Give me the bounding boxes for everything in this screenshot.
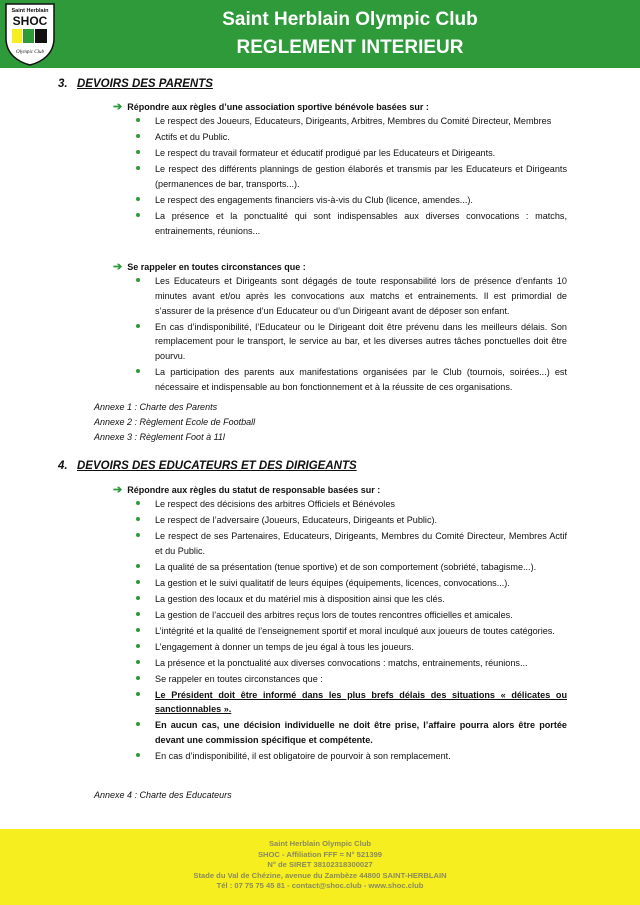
bullet-icon xyxy=(136,134,140,138)
bullet-icon xyxy=(136,278,140,282)
bullet-icon xyxy=(136,213,140,217)
group-heading-text: Répondre aux règles du statut de responsable basées sur : xyxy=(127,485,381,495)
bullet-icon xyxy=(136,628,140,632)
bullet-icon xyxy=(136,612,140,616)
footer-affiliation: SHOC - Affiliation FFF = N° 521399 xyxy=(257,849,383,859)
list-item: Le Président doit être informé dans les plus brefs délais des situations « délicates ou sanctionnables ». xyxy=(0,688,567,718)
section-4-number: 4. xyxy=(58,460,68,472)
svg-text:Saint Herblain: Saint Herblain xyxy=(11,8,49,14)
list-item: La gestion et le suivi qualitatif de leurs équipes (équipements, licences, convocations...). xyxy=(0,576,567,591)
section-3-annex-1: Annexe 1 : Charte des Parents xyxy=(94,402,218,412)
footer-address: Stade du Val de Chézine, avenue du Zambèze 44800 SAINT-HERBLAIN xyxy=(193,870,447,880)
club-name: Saint Herblain Olympic Club xyxy=(222,9,478,30)
section-3-group-1-heading xyxy=(113,100,429,113)
list-item: La participation des parents aux manifestations organisées par le Club (tournois, soirées...) est nécessaire et indispensable au bon fonctionnement et à la réussite de ces organisations. xyxy=(0,365,567,395)
bullet-icon xyxy=(136,676,140,680)
list-item: Actifs et du Public. xyxy=(0,130,567,145)
list-item: La qualité de sa présentation (tenue sportive) et de son comportement (sobriété, tabagisme...). xyxy=(0,560,567,575)
section-3-annex-3: Annexe 3 : Règlement Foot à 11l xyxy=(94,432,225,442)
section-4-group-1-heading xyxy=(113,483,380,496)
list-item: La gestion des locaux et du matériel mis à disposition ainsi que les clés. xyxy=(0,592,567,607)
section-3-group-1-list xyxy=(0,114,567,240)
list-item: Se rappeler en toutes circonstances que : xyxy=(0,672,567,687)
list-item: La présence et la ponctualité aux diverses convocations : matchs, entrainements, réunions... xyxy=(0,656,567,671)
bullet-icon xyxy=(136,596,140,600)
footer-club-name: Saint Herblain Olympic Club xyxy=(268,839,372,848)
club-logo-icon xyxy=(4,2,56,66)
bullet-icon xyxy=(136,660,140,664)
section-3-number: 3. xyxy=(58,78,68,90)
section-3-heading: DEVOIRS DES PARENTS xyxy=(77,78,213,90)
section-3-group-2-list xyxy=(0,274,567,396)
footer-contact xyxy=(0,839,640,892)
list-item: En cas d’indisponibilité, l’Educateur ou le Dirigeant doit être prévenu dans les meilleurs délais. Son remplacement pour le transport, le service au bar, et les diverses autres tâches ponctuelles doit être pourvu. xyxy=(0,320,567,364)
bullet-icon xyxy=(136,580,140,584)
bullet-icon xyxy=(136,533,140,537)
section-3-group-2-heading xyxy=(113,260,306,273)
list-item: La gestion de l’accueil des arbitres reçus lors de toutes rencontres officielles et amicales. xyxy=(0,608,567,623)
section-4-annex-4: Annexe 4 : Charte des Educateurs xyxy=(94,790,232,800)
footer-contact-line: Tél : 07 75 75 45 81 - contact@shoc.club - www.shoc.club xyxy=(216,881,424,891)
bullet-icon xyxy=(136,118,140,122)
group-heading-text: Répondre aux règles d’une association sportive bénévole basées sur : xyxy=(127,102,429,112)
bullet-icon xyxy=(136,324,140,328)
section-4-group-1-list xyxy=(0,497,567,765)
list-item: En aucun cas, une décision individuelle ne doit être prise, l’affaire pourra alors être portée devant une commission spécifique et compétente. xyxy=(0,718,567,748)
svg-text:Olympic Club: Olympic Club xyxy=(16,50,44,55)
list-item: En cas d’indisponibilité, il est obligatoire de pourvoir à son remplacement. xyxy=(0,749,567,764)
section-3-annex-2: Annexe 2 : Règlement Ecole de Football xyxy=(94,417,256,427)
svg-text:SHOC: SHOC xyxy=(12,14,48,28)
section-3-title xyxy=(58,78,213,90)
page-footer xyxy=(0,829,640,905)
section-4-title xyxy=(58,460,357,472)
bullet-icon xyxy=(136,722,140,726)
arrow-right-icon: ➔ xyxy=(113,484,123,496)
list-item: Le respect de ses Partenaires, Educateurs, Dirigeants, Membres du Comité Directeur, Membres Actif et du Public. xyxy=(0,529,567,559)
bullet-icon xyxy=(136,753,140,757)
footer-siret: N° de SIRET 38102318300027 xyxy=(267,860,373,870)
bullet-icon xyxy=(136,644,140,648)
list-item: L’engagement à donner un temps de jeu égal à tous les joueurs. xyxy=(0,640,567,655)
bullet-icon xyxy=(136,501,140,505)
bullet-icon xyxy=(136,564,140,568)
arrow-right-icon: ➔ xyxy=(113,101,123,113)
arrow-right-icon: ➔ xyxy=(113,261,123,273)
document-title: REGLEMENT INTERIEUR xyxy=(236,37,464,58)
list-item: Le respect des Joueurs, Educateurs, Dirigeants, Arbitres, Membres du Comité Directeur, Membres xyxy=(0,114,567,129)
bullet-icon xyxy=(136,150,140,154)
list-item: Le respect de l’adversaire (Joueurs, Educateurs, Dirigeants et Public). xyxy=(0,513,567,528)
list-item: Le respect des différents plannings de gestion élaborés et transmis par les Educateurs et Dirigeants (permanences de bar, transports...). xyxy=(0,162,567,192)
group-heading-text: Se rappeler en toutes circonstances que : xyxy=(127,262,306,272)
section-4-heading: DEVOIRS DES EDUCATEURS ET DES DIRIGEANTS xyxy=(77,460,357,472)
list-item: Les Educateurs et Dirigeants sont dégagés de toute responsabilité lors de présence d’enfants 10 minutes avant et/ou après les convocations aux matchs et entrainements. Il est primordial de s’assurer de la présence d’un Educateur ou d’un Dirigeant avant de déposer son enfant. xyxy=(0,274,567,318)
list-item: La présence et la ponctualité qui sont indispensables aux diverses convocations : matchs, entrainements, réunions... xyxy=(0,209,567,239)
bullet-icon xyxy=(136,166,140,170)
bullet-icon xyxy=(136,517,140,521)
bullet-icon xyxy=(136,369,140,373)
list-item: Le respect des engagements financiers vis-à-vis du Club (licence, amendes...). xyxy=(0,193,567,208)
bullet-icon xyxy=(136,692,140,696)
list-item: Le respect du travail formateur et éducatif prodigué par les Educateurs et Dirigeants. xyxy=(0,146,567,161)
list-item: Le respect des décisions des arbitres Officiels et Bénévoles xyxy=(0,497,567,512)
page-header xyxy=(0,0,640,68)
bullet-icon xyxy=(136,197,140,201)
list-item: L’intégrité et la qualité de l’enseignement sportif et moral inculqué aux joueurs de toutes catégories. xyxy=(0,624,567,639)
